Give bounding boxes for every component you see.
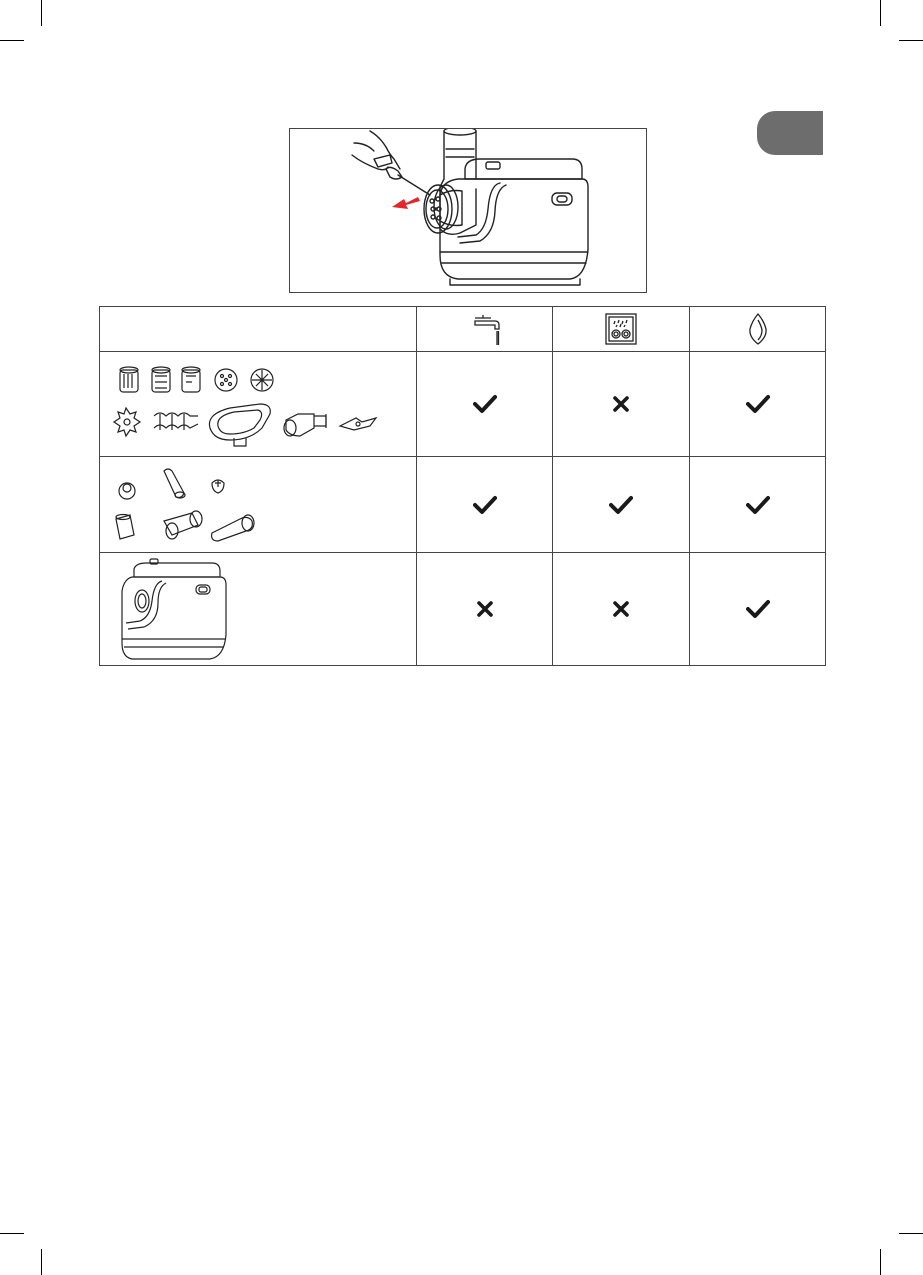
meat-grinder-disassembly-illustration [290, 129, 646, 292]
header-cell-tap [417, 307, 553, 352]
sausage-kebbe-accessories-icon [100, 457, 416, 552]
parts-cell [100, 553, 417, 666]
tap-water-icon [467, 311, 503, 347]
header-empty-cell [100, 307, 417, 352]
cell-tap [417, 553, 553, 666]
crop-mark [880, 0, 881, 26]
crop-mark [880, 1249, 881, 1275]
table-row [100, 457, 826, 553]
crop-mark [899, 1233, 923, 1234]
grinder-accessories-icon [100, 352, 416, 456]
crop-mark [41, 1249, 42, 1275]
header-cell-cloth [690, 307, 826, 352]
check-icon [746, 394, 770, 414]
table-header-row [100, 307, 826, 352]
parts-cell [100, 352, 417, 457]
check-icon [473, 495, 497, 515]
table-row [100, 553, 826, 666]
cell-cloth [690, 553, 826, 666]
crop-mark [0, 40, 24, 41]
cross-icon [476, 600, 494, 618]
cell-cloth [690, 457, 826, 553]
language-tab [757, 111, 823, 155]
dishwasher-icon [603, 311, 639, 347]
cross-icon [612, 600, 630, 618]
header-cell-dishwasher [553, 307, 690, 352]
damp-cloth-icon [740, 311, 776, 347]
motor-unit-icon [100, 553, 416, 665]
cell-tap [417, 352, 553, 457]
disassembly-illustration [289, 128, 647, 293]
cell-tap [417, 457, 553, 553]
cell-dishwasher [553, 352, 690, 457]
check-icon [746, 495, 770, 515]
parts-cell [100, 457, 417, 553]
cell-dishwasher [553, 553, 690, 666]
cross-icon [612, 395, 630, 413]
check-icon [609, 495, 633, 515]
table-row [100, 352, 826, 457]
cell-dishwasher [553, 457, 690, 553]
cleaning-table [99, 306, 826, 666]
crop-mark [0, 1233, 24, 1234]
check-icon [473, 394, 497, 414]
check-icon [746, 599, 770, 619]
crop-mark [41, 0, 42, 26]
crop-mark [899, 40, 923, 41]
cell-cloth [690, 352, 826, 457]
